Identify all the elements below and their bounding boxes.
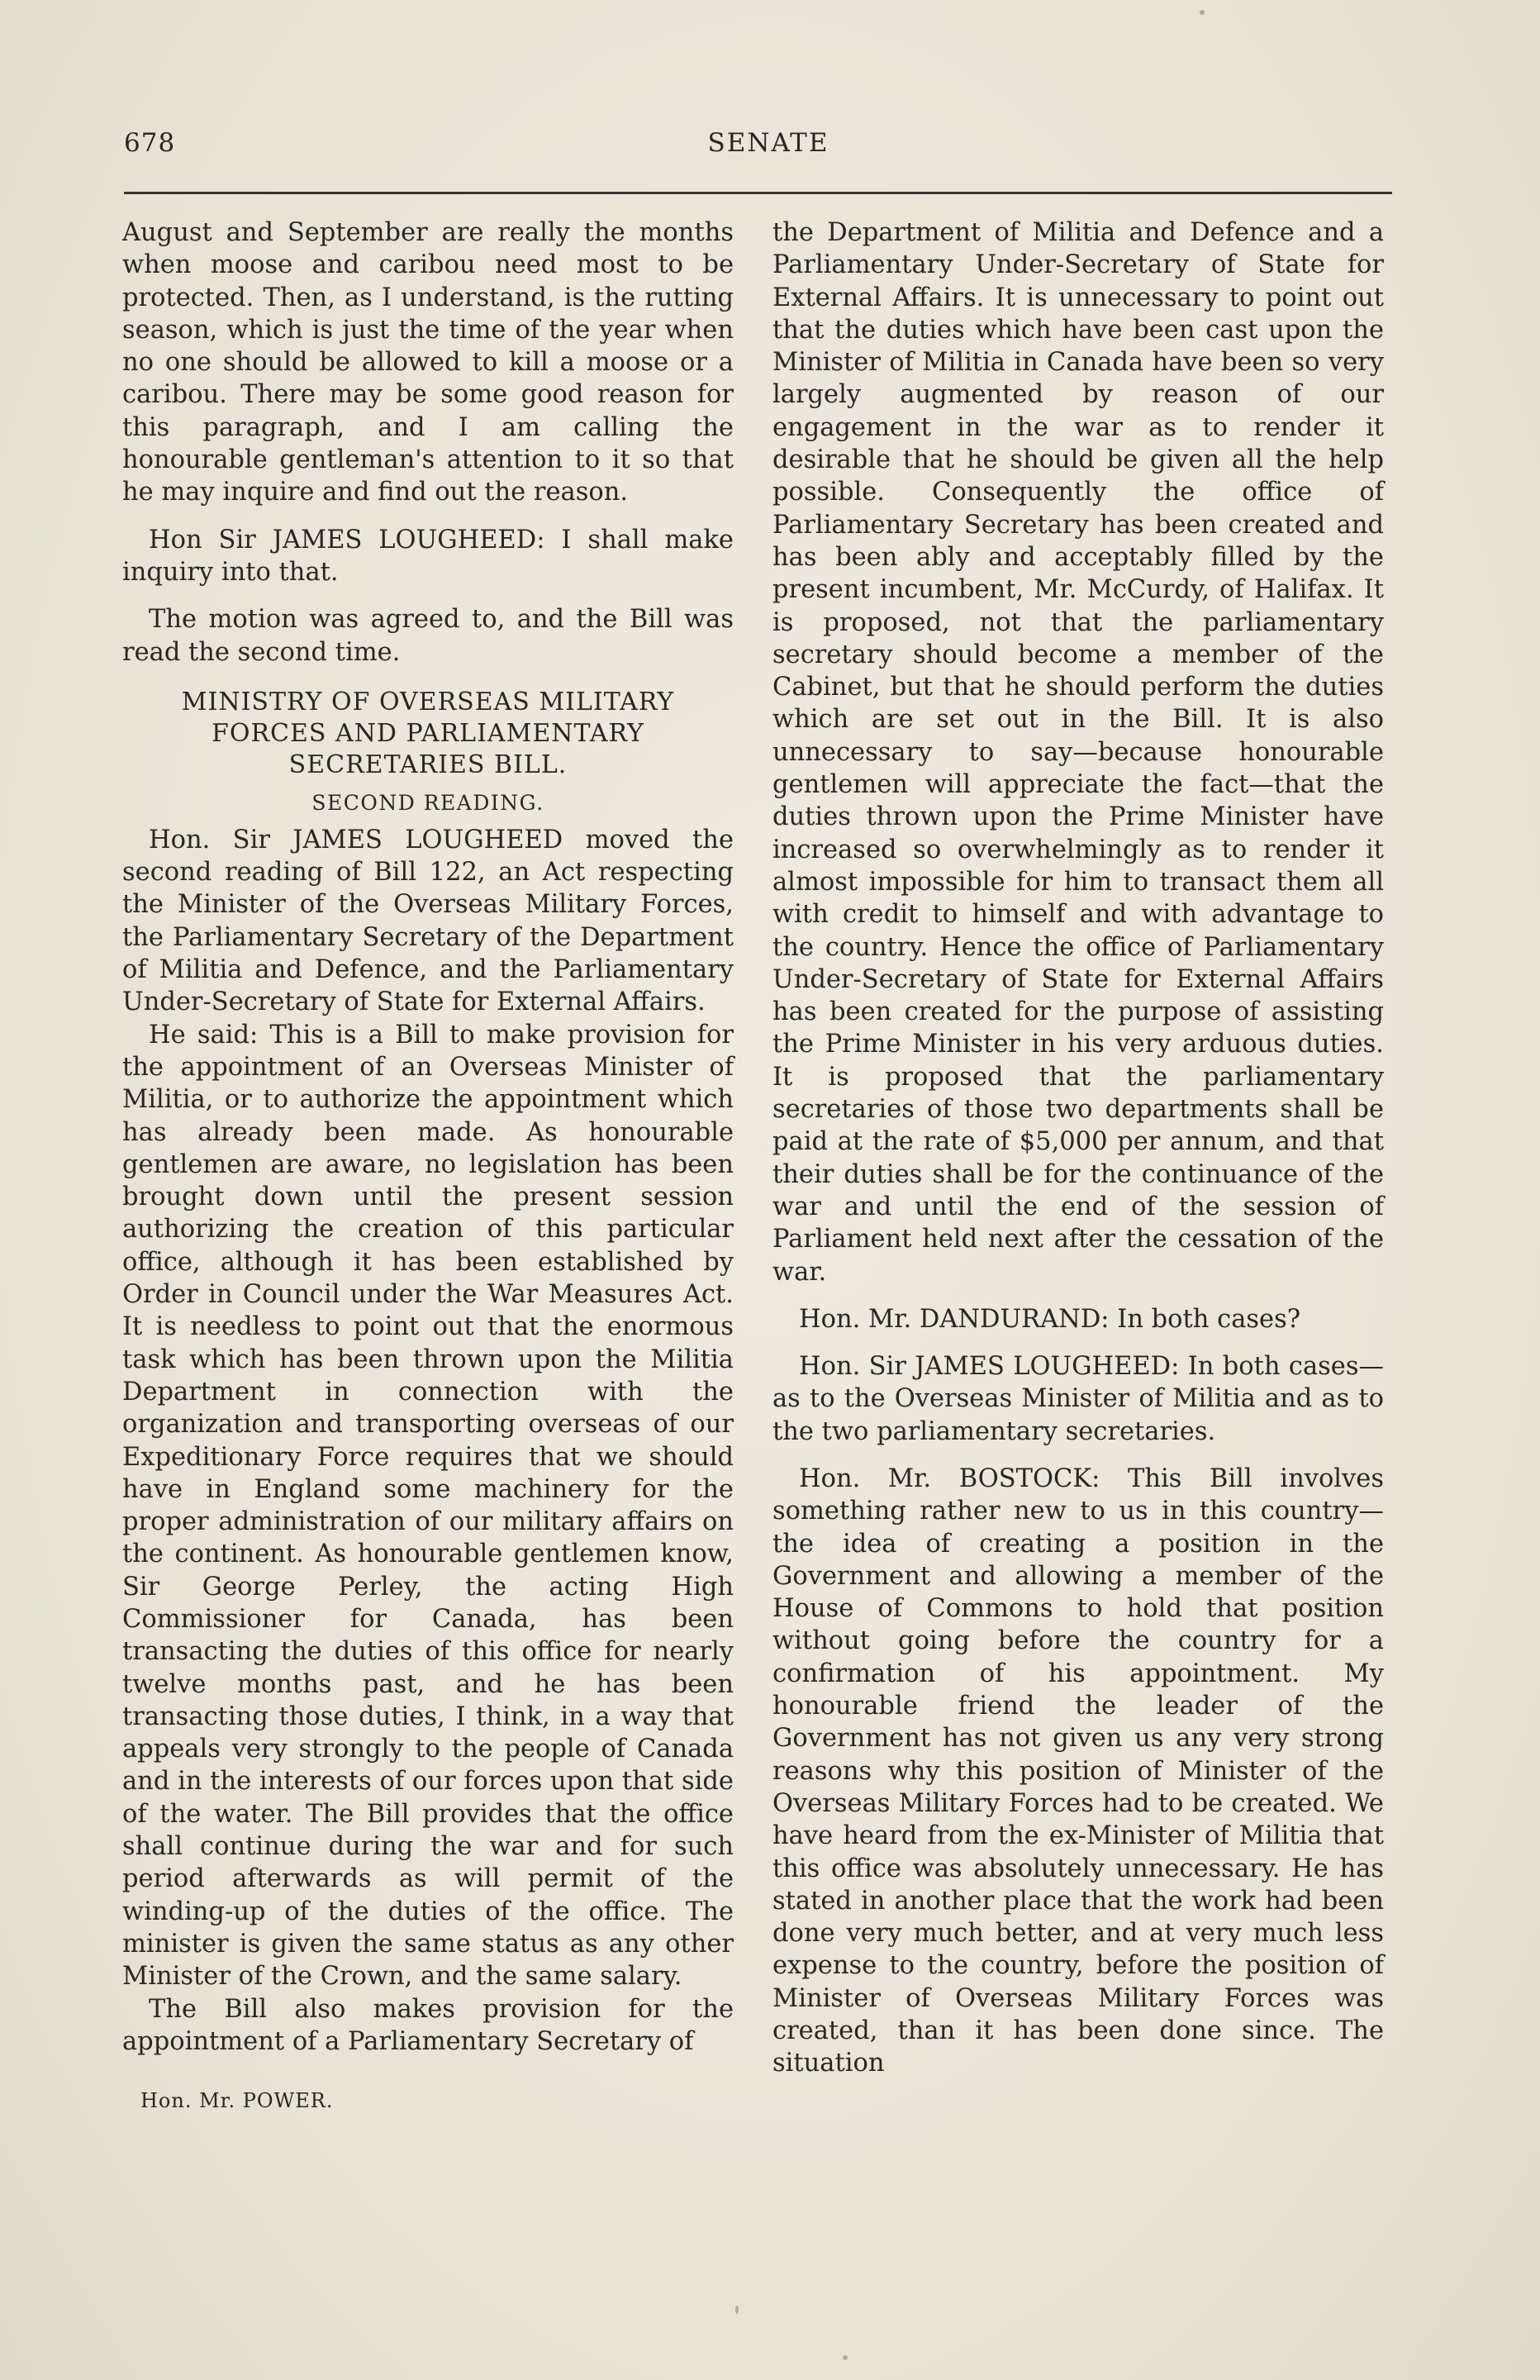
paragraph: Hon Sir JAMES LOUGHEED: I shall make inquiry into that.: [122, 525, 734, 587]
paragraph: He said: This is a Bill to make provision for the appointment of an Overseas Minister of Militia, or to authorize the appointment which has already been made. As honourable gentlemen are aware, no legislation has been brought down until the present session authorizing the creation of this particular office, although it has been established by Order in Council under the War Measures Act. It is needless to point out that the enormous task which has been thrown upon the Militia Department in connection with the organization and transporting overseas of our Expeditionary Force requires that we should have in England some machinery for the proper administration of our military affairs on the continent. As honourable gentlemen know, Sir George Perley, the acting High Commissioner for Canada, has been transacting the duties of this office for nearly twelve months past, and he has been transacting those duties, I think, in a way that appeals very strongly to the people of Canada and in the interests of our forces upon that side of the water. The Bill provides that the office shall continue during the war and for such period afterwards as will permit of the winding-up of the duties of the office. The minister is given the same status as any other Minister of the Crown, and the same salary.: [122, 1020, 734, 1992]
heading-line: SECRETARIES BILL.: [288, 750, 568, 779]
heading-line: FORCES AND PARLIAMENTARY: [212, 718, 644, 748]
section-heading: [122, 687, 734, 781]
running-head: SENATE: [707, 128, 829, 158]
paragraph: August and September are really the months when moose and caribou need most to be protected. Then, as I understand, is the rutting season, which is just the time of the year when no one should be allowed to kill a moose or a caribou. There may be some good reason for this paragraph, and I am calling the honourable gentleman's attention to it so that he may inquire and find out the reason.: [122, 218, 734, 507]
paragraph: Hon. Sir JAMES LOUGHEED: In both cases—as to the Overseas Minister of Militia and as to the two parliamentary secretaries.: [772, 1352, 1384, 1446]
paragraph: Hon. Mr. BOSTOCK: This Bill involves something rather new to us in this country—the idea of creating a position in the Government and allowing a member of the House of Commons to hold that position without going before the country for a confirmation of his appointment. My honourable friend the leader of the Government has not given us any very strong reasons why this position of Minister of the Overseas Military Forces had to be created. We have heard from the ex-Minister of Militia that this office was absolutely unnecessary. He has stated in another place that the work had been done very much better, and at very much less expense to the country, before the position of Minister of Overseas Military Forces was created, than it has been done since. The situation: [772, 1464, 1384, 2078]
page-number: 678: [124, 128, 176, 158]
heading-line: MINISTRY OF OVERSEAS MILITARY: [181, 687, 675, 716]
paragraph: Hon. Mr. DANDURAND: In both cases?: [799, 1304, 1301, 1334]
left-column: [122, 217, 734, 2058]
paragraph: the Department of Militia and Defence and a Parliamentary Under-Secretary of State for External Affairs. It is unnecessary to point out that the duties which have been cast upon the Minister of Militia in Canada have been so very largely augmented by reason of our engagement in the war as to render it desirable that he should be given all the help possible. Consequently the office of Parliamentary Secretary has been created and has been ably and acceptably filled by the present incumbent, Mr. McCurdy, of Halifax. It is proposed, not that the parliamentary secretary should become a member of the Cabinet, but that he should perform the duties which are set out in the Bill. It is also unnecessary to say—because honourable gentlemen will appreciate the fact—that the duties thrown upon the Prime Minister have increased so overwhelmingly as to render it almost impossible for him to transact them all with credit to himself and with advantage to the country. Hence the office of Parliamentary Under-Secretary of State for External Affairs has been created for the purpose of assisting the Prime Minister in his very arduous duties. It is proposed that the parliamentary secretaries of those two departments shall be paid at the rate of $5,000 per annum, and that their duties shall be for the continuance of the war and until the end of the session of Parliament held next after the cessation of the war.: [772, 218, 1384, 1287]
speaker-footer: Hon. Mr. POWER.: [140, 2089, 334, 2112]
paragraph: The Bill also makes provision for the appointment of a Parliamentary Secretary of: [122, 1994, 734, 2056]
paragraph: Hon. Sir JAMES LOUGHEED moved the second reading of Bill 122, an Act respecting the Minister of the Overseas Military Forces, the Parliamentary Secretary of the Department of Militia and Defence, and the Parliamentary Under-Secretary of State for External Affairs.: [122, 825, 734, 1017]
paper-speck: [735, 2306, 739, 2314]
page-header: [124, 128, 1413, 171]
section-subheading: SECOND READING.: [311, 790, 544, 815]
paper-speck: [1200, 10, 1205, 15]
right-column: [772, 217, 1384, 2080]
header-rule: [124, 192, 1392, 194]
paper-speck: [843, 2355, 848, 2360]
paragraph: The motion was agreed to, and the Bill was read the second time.: [122, 605, 734, 667]
